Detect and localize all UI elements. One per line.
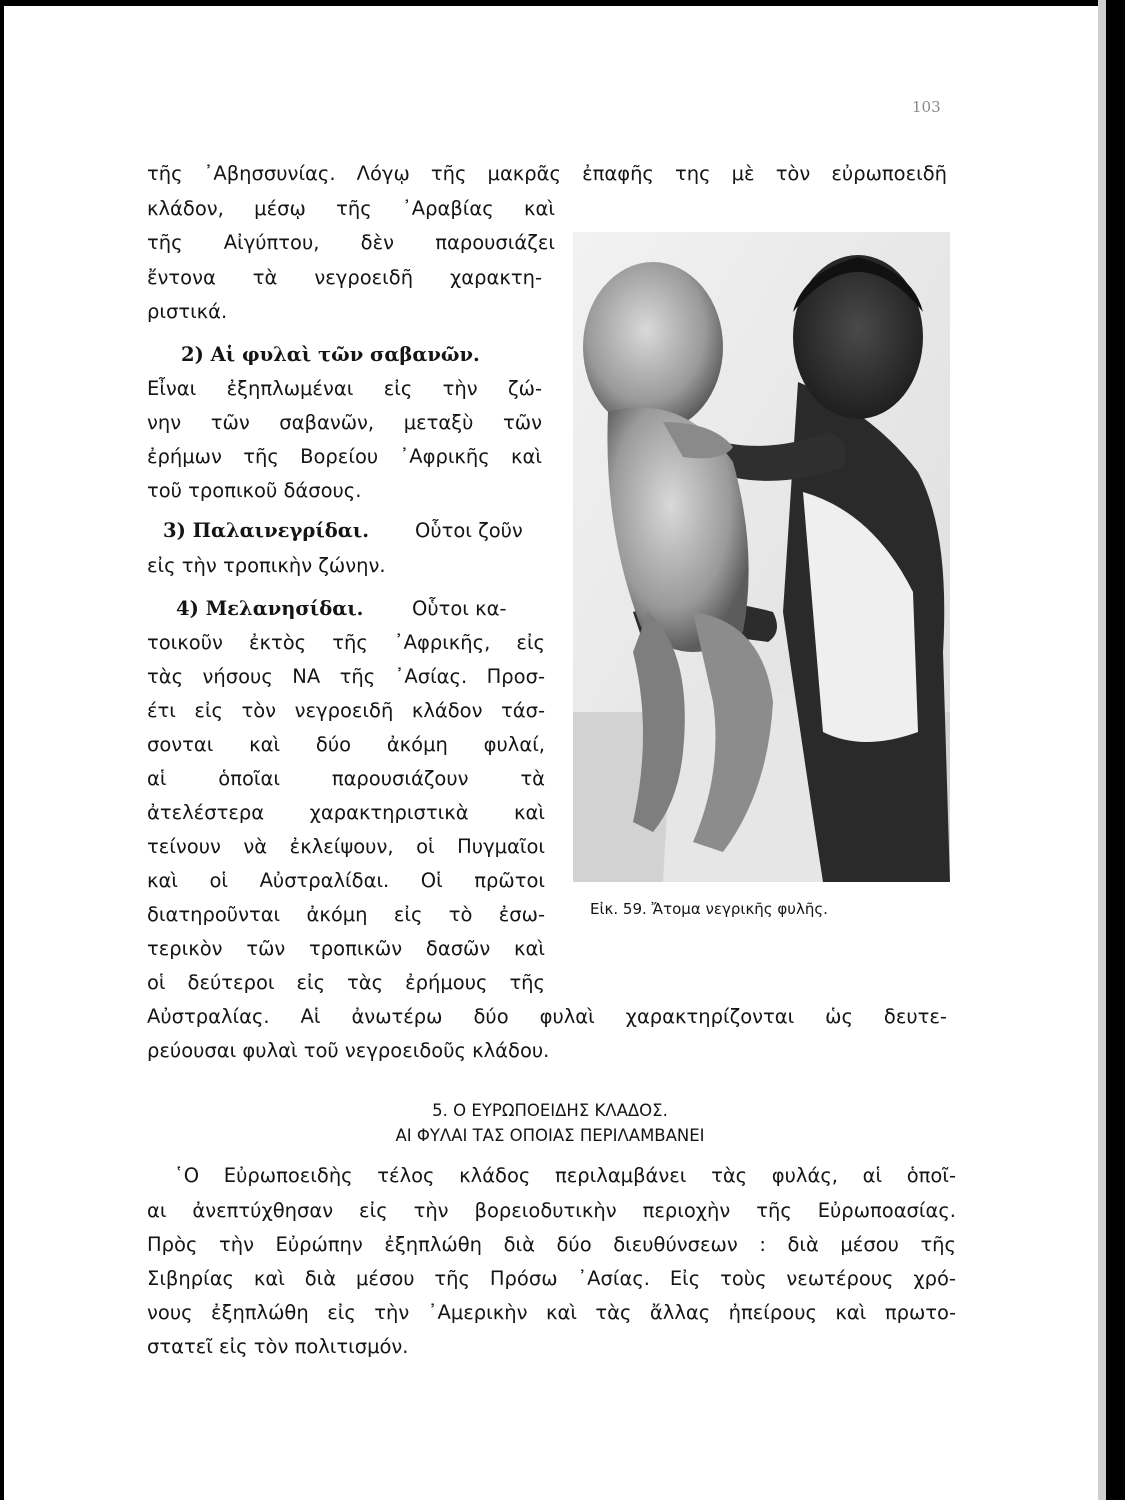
figure-caption: Εἰκ. 59. Ἄτομα νεγρικῆς φυλῆς. bbox=[590, 900, 828, 918]
scan-edge-top bbox=[0, 0, 1125, 6]
text-line: κλάδον, μέσῳ τῆς ᾿Αραβίας καὶ bbox=[147, 197, 555, 220]
text-line: στατεῖ εἰς τὸν πολιτισμόν. bbox=[147, 1335, 409, 1358]
text-line: αἱ ὁποῖαι παρουσιάζουν τὰ bbox=[147, 767, 545, 790]
text-line: ρεύουσαι φυλαὶ τοῦ νεγροειδοῦς κλάδου. bbox=[147, 1039, 550, 1062]
text-line: ριστικά. bbox=[147, 300, 228, 323]
text-line: τείνουν νὰ ἐκλείψουν, οἱ Πυγμαῖοι bbox=[147, 835, 545, 858]
item-heading-savannas: 2) Αἱ φυλαὶ τῶν σαβανῶν. bbox=[181, 343, 480, 366]
text-line: Οὗτοι ζοῦν bbox=[415, 519, 523, 542]
figure-photo bbox=[573, 232, 950, 882]
section-subtitle: ΑΙ ΦΥΛΑΙ ΤΑΣ ΟΠΟΙΑΣ ΠΕΡΙΛΑΜΒΑΝΕΙ bbox=[395, 1126, 705, 1145]
text-line: Πρὸς τὴν Εὐρώπην ἐξηπλώθη διὰ δύο διευθύνσεων : διὰ μέσου τῆς bbox=[147, 1233, 956, 1256]
scan-edge-right bbox=[1106, 0, 1125, 1500]
text-line: Αὐστραλίας. Αἱ ἀνωτέρω δύο φυλαὶ χαρακτηρίζονται ὡς δευτε- bbox=[147, 1005, 947, 1028]
text-line: ῾Ο Εὐρωποειδὴς τέλος κλάδος περιλαμβάνει τὰς φυλάς, αἱ ὁποῖ- bbox=[174, 1164, 956, 1187]
text-line: τὰς νήσους ΝΑ τῆς ᾿Ασίας. Προσ- bbox=[147, 665, 545, 688]
text-line: ἔντονα τὰ νεγροειδῆ χαρακτη- bbox=[147, 266, 542, 289]
text-line: Σιβηρίας καὶ διὰ μέσου τῆς Πρόσω ᾿Ασίας. Εἰς τοὺς νεωτέρους χρό- bbox=[147, 1267, 956, 1290]
text-line: έτι εἰς τὸν νεγροειδῆ κλάδον τάσ- bbox=[147, 699, 545, 722]
text-line: αι ἀνεπτύχθησαν εἰς τὴν βορειοδυτικὴν περιοχὴν τῆς Εὐρωποασίας. bbox=[147, 1199, 956, 1222]
text-line: τοῦ τροπικοῦ δάσους. bbox=[147, 479, 362, 502]
text-line: Οὗτοι κα- bbox=[412, 597, 507, 620]
text-line: νους ἐξηπλώθη εἰς τὴν ᾿Αμερικὴν καὶ τὰς ἄλλας ἠπείρους καὶ πρωτο- bbox=[147, 1301, 956, 1324]
text-line: τερικὸν τῶν τροπικῶν δασῶν καὶ bbox=[147, 937, 545, 960]
page-number: 103 bbox=[912, 98, 941, 116]
text-line: διατηροῦνται ἀκόμη εἰς τὸ ἐσω- bbox=[147, 903, 545, 926]
text-line: τοικοῦν ἐκτὸς τῆς ᾿Αφρικῆς, εἰς bbox=[147, 631, 545, 654]
scan-edge-left bbox=[0, 0, 4, 1500]
text-line: εἰς τὴν τροπικὴν ζώνην. bbox=[147, 554, 386, 577]
text-line: Εἶναι ἐξηπλωμέναι εἰς τὴν ζώ- bbox=[147, 377, 542, 400]
text-line: ἀτελέστερα χαρακτηριστικὰ καὶ bbox=[147, 801, 545, 824]
item-heading-melanesids: 4) Μελανησίδαι. bbox=[176, 597, 364, 620]
text-line: νην τῶν σαβανῶν, μεταξὺ τῶν bbox=[147, 411, 542, 434]
section-title: 5. Ο ΕΥΡΩΠΟΕΙΔΗΣ ΚΛΑΔΟΣ. bbox=[432, 1101, 668, 1120]
text-line: οἱ δεύτεροι εἰς τὰς ἐρήμους τῆς bbox=[147, 971, 545, 994]
text-line: ἐρήμων τῆς Βορείου ᾿Αφρικῆς καὶ bbox=[147, 445, 542, 468]
text-line: τῆς ᾿Αβησσυνίας. Λόγῳ τῆς μακρᾶς ἐπαφῆς της μὲ τὸν εὐρωποειδῆ bbox=[147, 162, 947, 185]
text-line: καὶ οἱ Αὐστραλίδαι. Οἱ πρῶτοι bbox=[147, 869, 545, 892]
text-line: σονται καὶ δύο ἀκόμη φυλαί, bbox=[147, 733, 545, 756]
item-heading-palaenegrids: 3) Παλαινεγρίδαι. bbox=[163, 519, 370, 542]
scan-edge-right-shadow bbox=[1098, 0, 1106, 1500]
text-line: τῆς Αἰγύπτου, δὲν παρουσιάζει bbox=[147, 231, 555, 254]
